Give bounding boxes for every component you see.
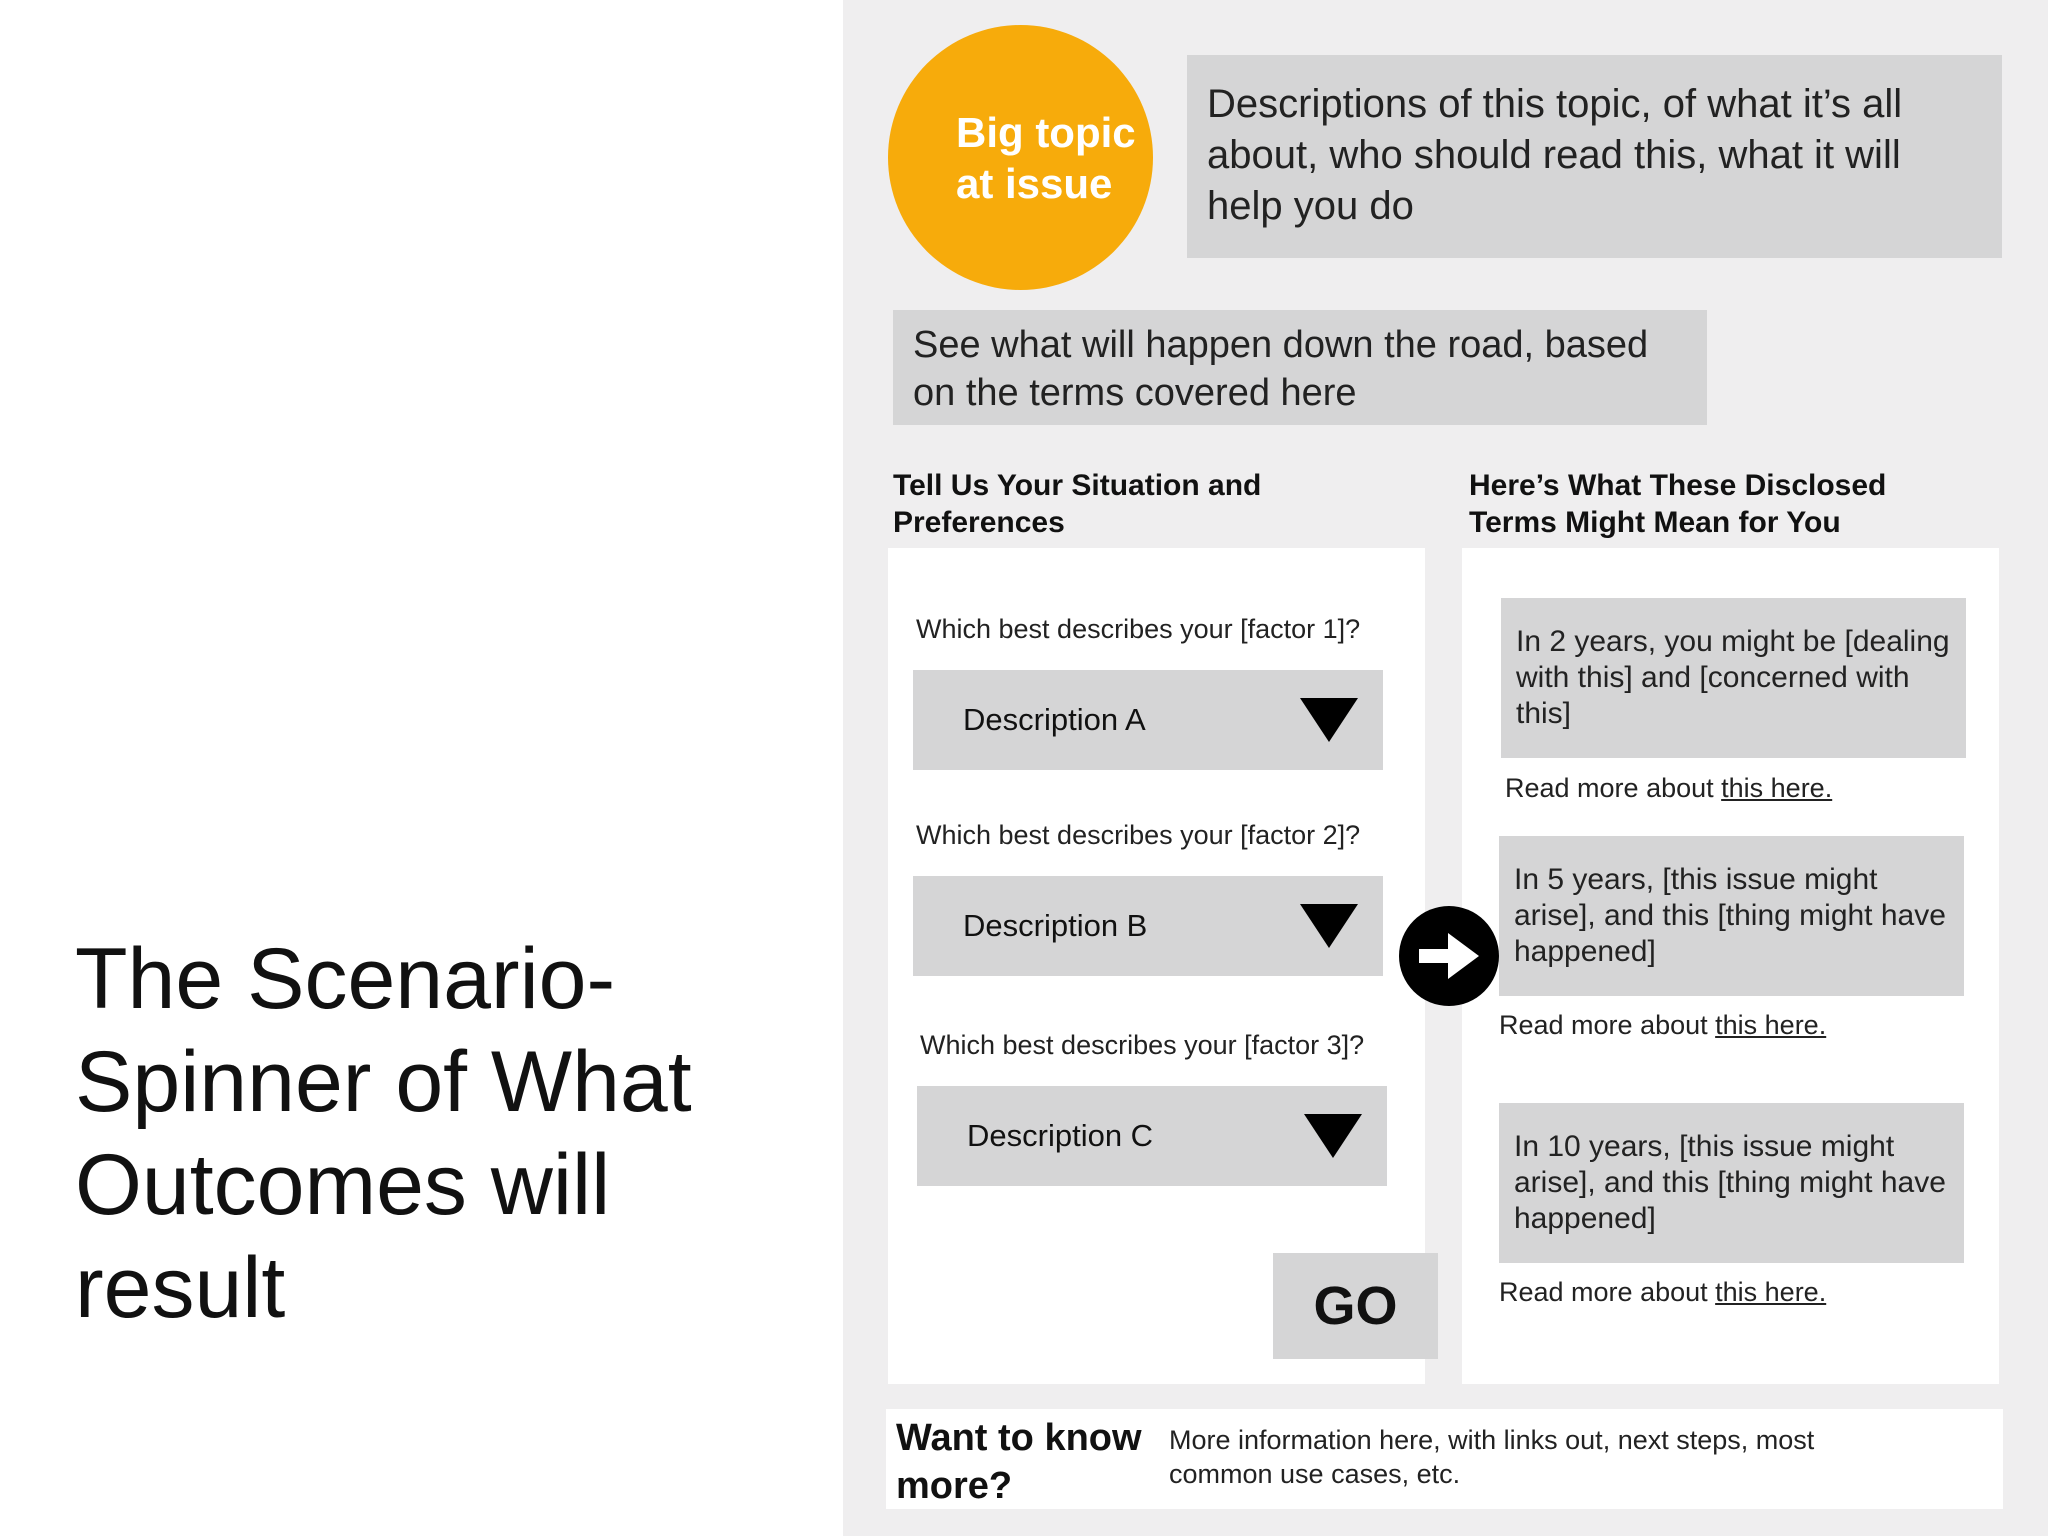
footer xyxy=(886,1409,2003,1509)
factor-3-selected: Description C xyxy=(967,1118,1154,1153)
topic-badge-label: Big topic at issue xyxy=(956,108,1136,207)
arrow-right-icon[interactable] xyxy=(1399,906,1499,1006)
results-heading: Here’s What These Disclosed Terms Might Mean for You xyxy=(1469,469,1887,539)
read-more-link-2-years[interactable]: this here. xyxy=(1721,773,1833,803)
topic-description: Descriptions of this topic, of what it’s all about, who should read this, what it will help you do xyxy=(1187,55,2002,258)
read-more-link-5-years[interactable]: this here. xyxy=(1715,1010,1827,1040)
result-10-years: In 10 years, [this issue might arise], and this [thing might have happened] xyxy=(1499,1103,1964,1263)
dropdown-triangle-icon xyxy=(1304,1114,1362,1158)
factor-1-selected: Description A xyxy=(963,702,1146,737)
read-more-5-years: Read more about this here. xyxy=(1499,1010,1827,1040)
results-panel xyxy=(1462,548,1999,1384)
arrow-right-icon-graphic xyxy=(1399,906,1499,1006)
read-more-10-years: Read more about this here. xyxy=(1499,1277,1827,1307)
question-label-2: Which best describes your [factor 2]? xyxy=(916,820,1361,850)
read-more-link-10-years[interactable]: this here. xyxy=(1715,1277,1827,1307)
dropdown-triangle-icon xyxy=(1300,904,1358,948)
factor-1-select[interactable] xyxy=(913,670,1383,770)
inputs-heading: Tell Us Your Situation and Preferences xyxy=(893,469,1262,539)
factor-2-selected: Description B xyxy=(963,908,1148,943)
slide-title: The Scenario-Spinner of What Outcomes will result xyxy=(75,931,692,1336)
go-button[interactable]: GO xyxy=(1273,1253,1438,1359)
question-label-3: Which best describes your [factor 3]? xyxy=(920,1030,1365,1060)
result-2-years: In 2 years, you might be [dealing with this] and [concerned with this] xyxy=(1501,598,1966,758)
factor-2-select[interactable] xyxy=(913,876,1383,976)
question-label-1: Which best describes your [factor 1]? xyxy=(916,614,1361,644)
factor-3-select[interactable] xyxy=(917,1086,1387,1186)
result-5-years: In 5 years, [this issue might arise], and this [thing might have happened] xyxy=(1499,836,1964,996)
topic-badge xyxy=(888,25,1153,290)
dropdown-triangle-icon xyxy=(1300,698,1358,742)
inputs-panel xyxy=(888,548,1425,1384)
road-note: See what will happen down the road, based on the terms covered here xyxy=(893,310,1707,425)
read-more-2-years: Read more about this here. xyxy=(1505,773,1833,803)
footer-title: Want to know more? xyxy=(896,1417,1142,1507)
footer-text: More information here, with links out, next steps, most common use cases, etc. xyxy=(1169,1425,1815,1489)
scenario-spinner-mockup xyxy=(843,0,2048,1536)
